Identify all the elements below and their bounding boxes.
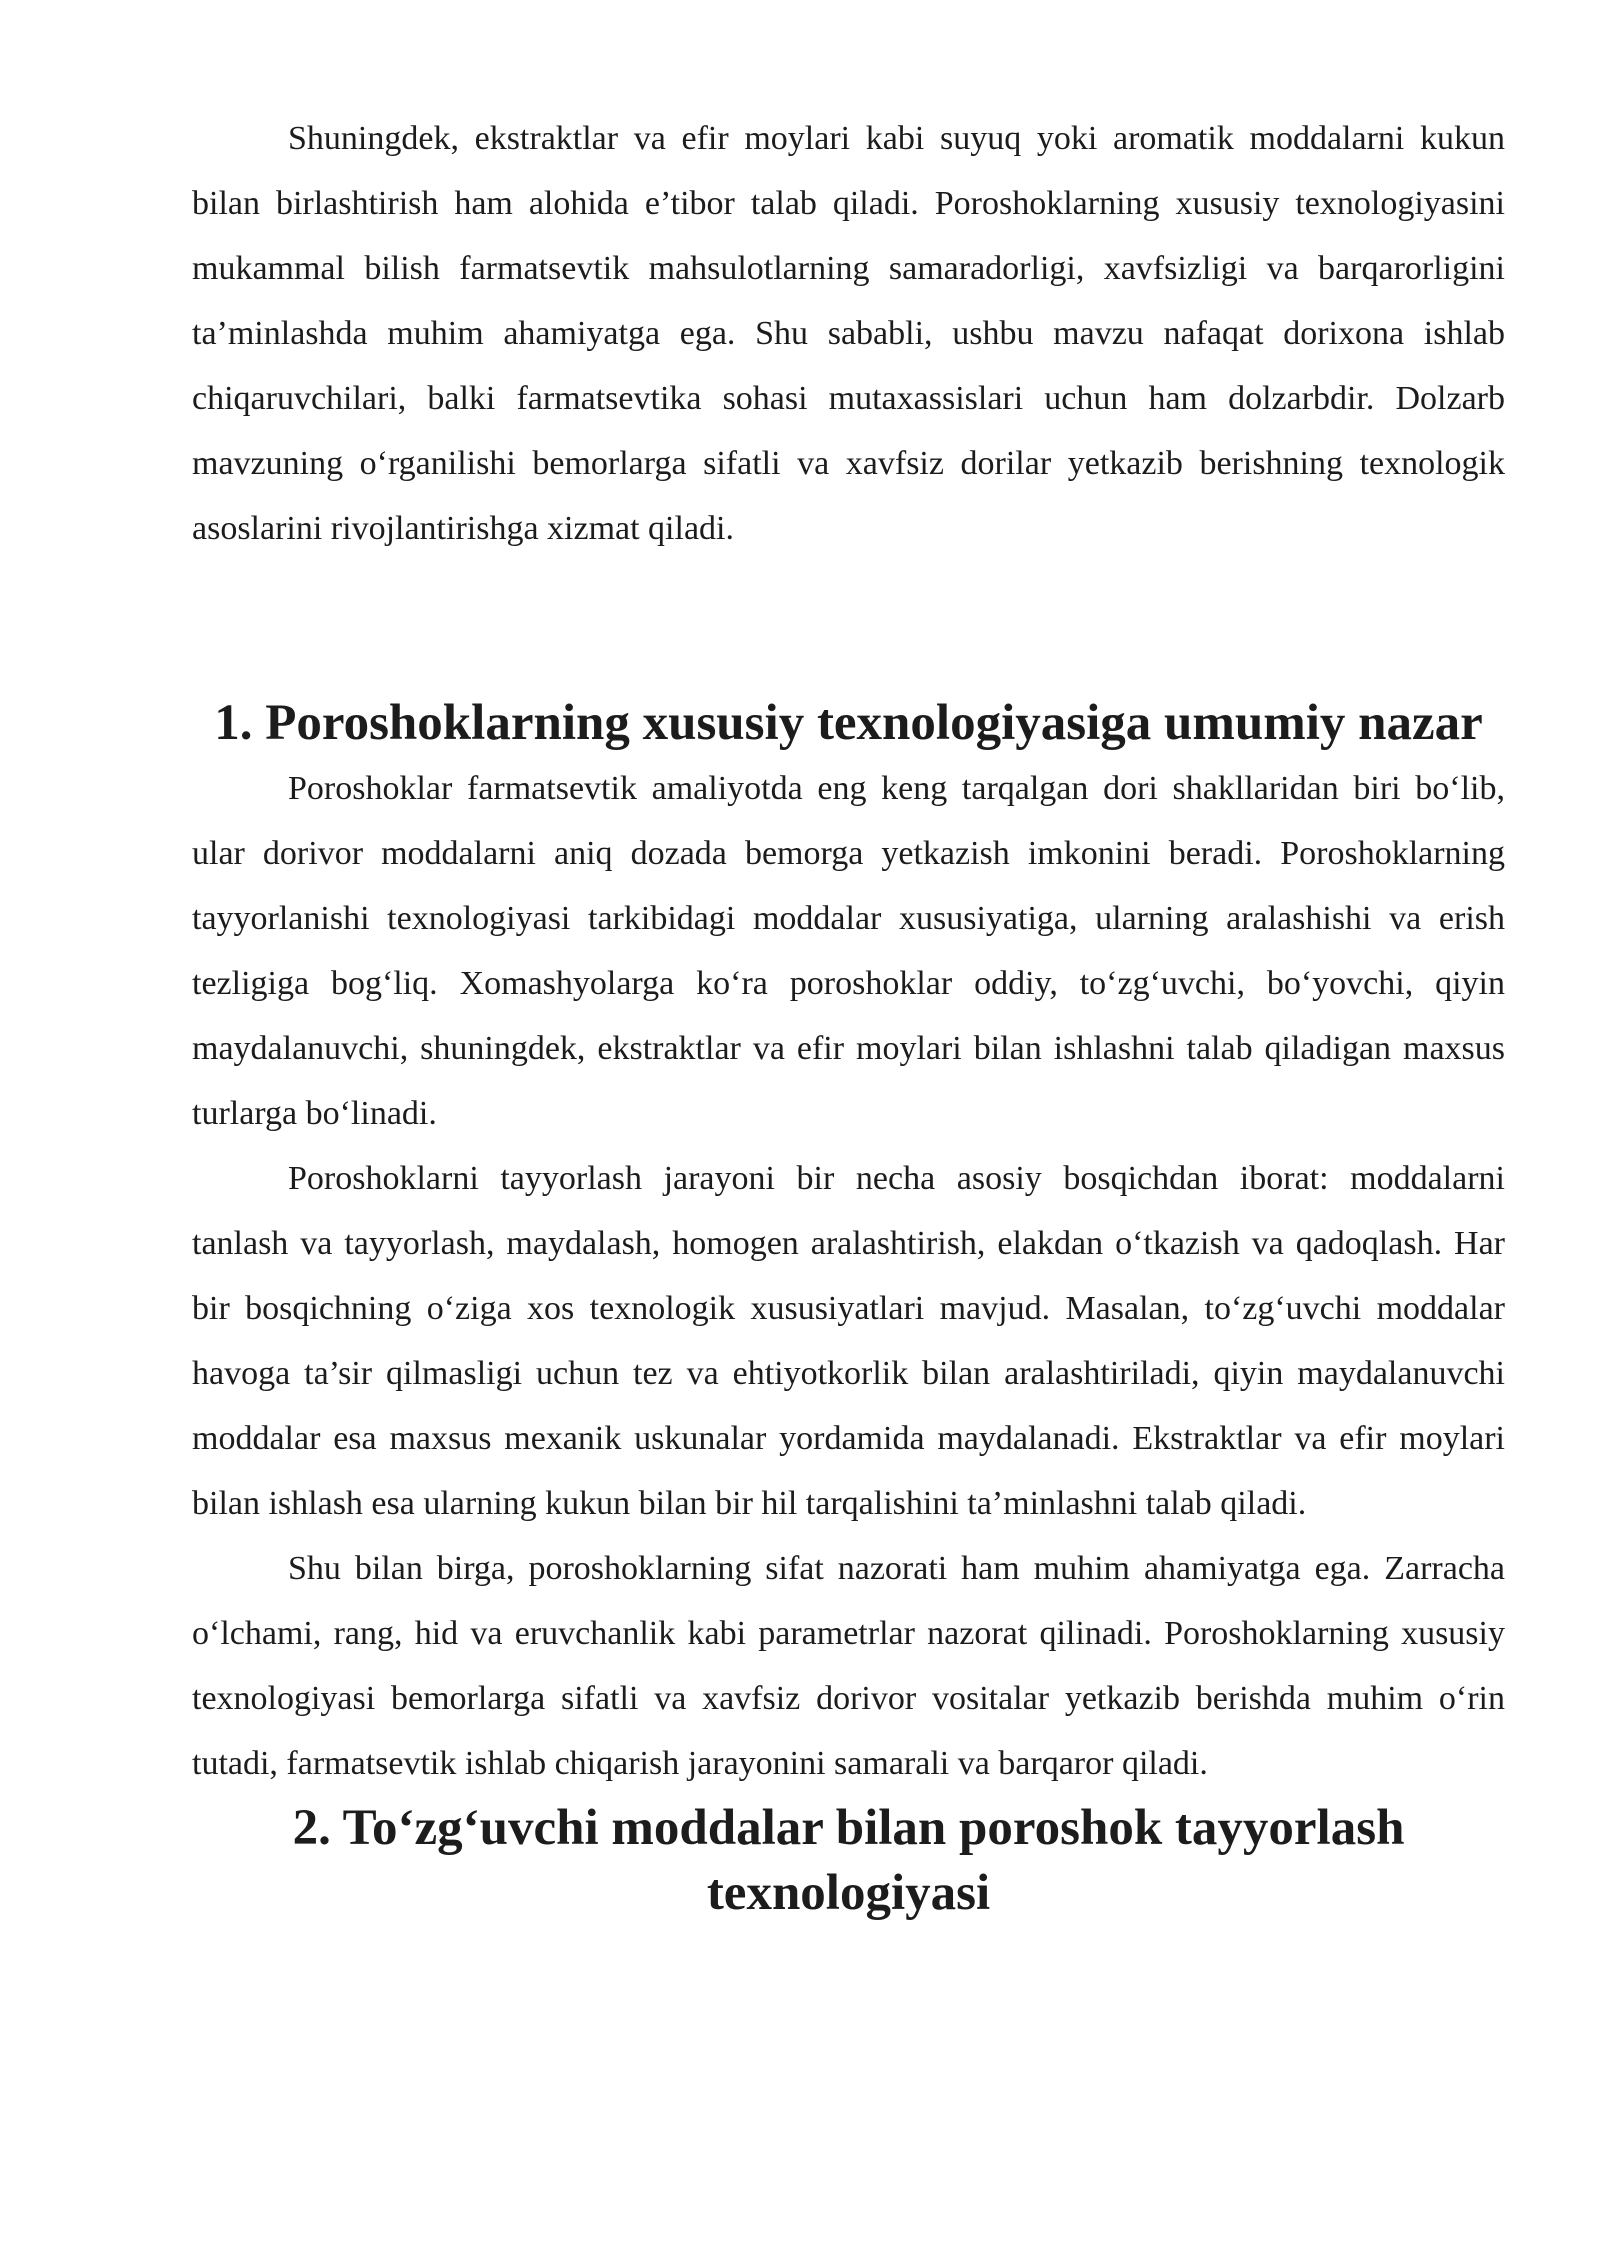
section-1-heading: 1. Poroshoklarning xususiy texnologiyasiga umumiy nazar [214, 695, 1483, 751]
document-page [192, 106, 1505, 1926]
intro-paragraph: Shuningdek, ekstraktlar va efir moylari kabi suyuq yoki aromatik moddalarni kukun bilan birlashtirish ham alohida e’tibor talab qiladi. Poroshoklarning xususiy texnologiyasini mukammal bilish farmatsevtik mahsulotlarning samaradorligi, xavfsizligi va barqarorligini ta’minlashda muhim ahamiyatga ega. Shu sababli, ushbu mavzu nafaqat dorixona ishlab chiqaruvchilari, balki farmatsevtika sohasi mutaxassislari uchun ham dolzarbdir. Dolzarb mavzuning o‘rganilishi bemorlarga sifatli va xavfsiz dorilar yetkazib berishning texnologik asoslarini rivojlantirishga xizmat qiladi. [192, 120, 1505, 547]
section-1-paragraph-1: Poroshoklar farmatsevtik amaliyotda eng keng tarqalgan dori shakllaridan biri bo‘lib, ular dorivor moddalarni aniq dozada bemorga yetkazish imkonini beradi. Poroshoklarning tayyorlanishi texnologiyasi tarkibidagi moddalar xususiyatiga, ularning aralashishi va erish tezligiga bog‘liq. Xomashyolarga ko‘ra poroshoklar oddiy, to‘zg‘uvchi, bo‘yovchi, qiyin maydalanuvchi, shuningdek, ekstraktlar va efir moylari bilan ishlashni talab qiladigan maxsus turlarga bo‘linadi. [192, 770, 1505, 1132]
section-1-paragraph-3: Shu bilan birga, poroshoklarning sifat nazorati ham muhim ahamiyatga ega. Zarracha o‘lchami, rang, hid va eruvchanlik kabi parametrlar nazorat qilinadi. Poroshoklarning xususiy texnologiyasi bemorlarga sifatli va xavfsiz dorivor vositalar yetkazib berishda muhim o‘rin tutadi, farmatsevtik ishlab chiqarish jarayonini samarali va barqaror qiladi. [192, 1550, 1505, 1782]
section-2-heading: 2. To‘zg‘uvchi moddalar bilan poroshok tayyorlash texnologiyasi [292, 1800, 1405, 1921]
section-spacer [192, 561, 1505, 691]
section-1-paragraph-2: Poroshoklarni tayyorlash jarayoni bir necha asosiy bosqichdan iborat: moddalarni tanlash va tayyorlash, maydalash, homogen aralashtirish, elakdan o‘tkazish va qadoqlash. Har bir bosqichning o‘ziga xos texnologik xususiyatlari mavjud. Masalan, to‘zg‘uvchi moddalar havoga ta’sir qilmasligi uchun tez va ehtiyotkorlik bilan aralashtiriladi, qiyin maydalanuvchi moddalar esa maxsus mexanik uskunalar yordamida maydalanadi. Ekstraktlar va efir moylari bilan ishlash esa ularning kukun bilan bir hil tarqalishini ta’minlashni talab qiladi. [192, 1160, 1505, 1522]
